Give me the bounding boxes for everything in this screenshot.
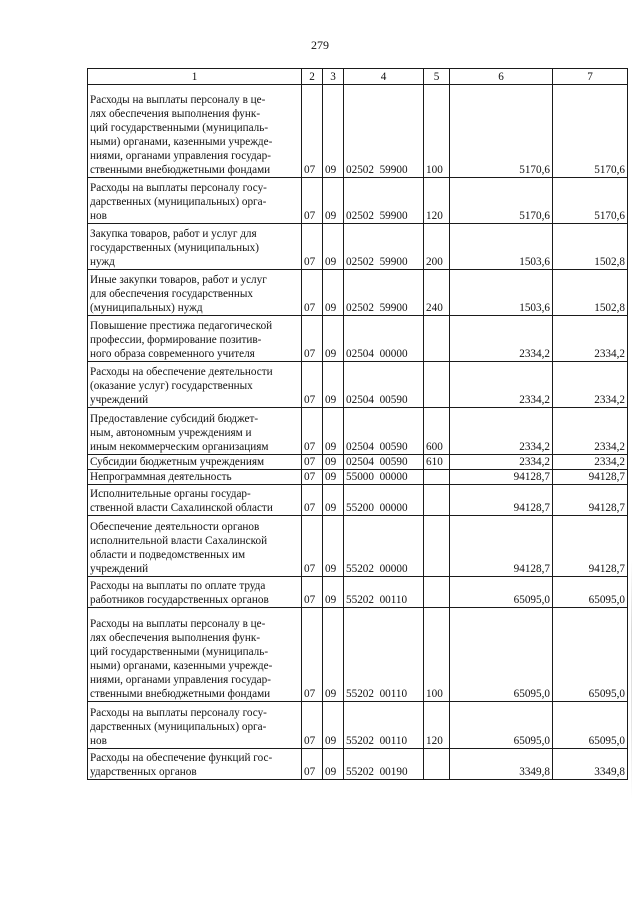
cell-amount-actual: 2334,2: [553, 408, 628, 455]
cell-name: Обеспечение деятельности органов исполнительной власти Сахалинской области и подведомственных им учреждений: [88, 516, 302, 577]
cell-amount-actual: 5170,6: [553, 85, 628, 178]
cell-amount-actual: 94128,7: [553, 516, 628, 577]
cell-section: 07: [302, 455, 323, 470]
cell-expense-type: [424, 470, 450, 485]
cell-amount-plan: 94128,7: [450, 470, 553, 485]
cell-section: 07: [302, 408, 323, 455]
cell-subsection: 09: [323, 702, 344, 749]
cell-amount-plan: 2334,2: [450, 316, 553, 362]
cell-target-item: 55000 00000: [344, 470, 424, 485]
cell-subsection: 09: [323, 749, 344, 780]
cell-name: Субсидии бюджетным учреждениям: [88, 455, 302, 470]
cell-amount-actual: 2334,2: [553, 455, 628, 470]
table-row: [88, 470, 628, 485]
cell-subsection: 09: [323, 470, 344, 485]
cell-target-item: 55202 00110: [344, 608, 424, 702]
cell-name: Повышение престижа педагогической профессии, формирование позитив- ного образа современного учителя: [88, 316, 302, 362]
cell-subsection: 09: [323, 408, 344, 455]
cell-target-item: 55202 00110: [344, 577, 424, 608]
table-row: [88, 362, 628, 408]
cell-amount-plan: 65095,0: [450, 608, 553, 702]
cell-amount-plan: 5170,6: [450, 178, 553, 224]
cell-amount-plan: 5170,6: [450, 85, 553, 178]
cell-amount-actual: 1502,8: [553, 270, 628, 316]
cell-section: 07: [302, 608, 323, 702]
cell-subsection: 09: [323, 516, 344, 577]
table-row: [88, 224, 628, 270]
table-row: [88, 485, 628, 516]
cell-target-item: 02504 00590: [344, 362, 424, 408]
cell-expense-type: [424, 362, 450, 408]
cell-subsection: 09: [323, 270, 344, 316]
cell-section: 07: [302, 577, 323, 608]
cell-expense-type: 120: [424, 178, 450, 224]
budget-table: [87, 68, 628, 780]
header-col-7: 7: [553, 69, 628, 85]
cell-expense-type: 200: [424, 224, 450, 270]
page-number: 279: [311, 38, 329, 52]
table-row: [88, 577, 628, 608]
cell-amount-plan: 1503,6: [450, 224, 553, 270]
cell-amount-actual: 5170,6: [553, 178, 628, 224]
cell-name: Расходы на обеспечение функций гос- ударственных органов: [88, 749, 302, 780]
cell-section: 07: [302, 362, 323, 408]
cell-subsection: 09: [323, 577, 344, 608]
cell-amount-plan: 94128,7: [450, 485, 553, 516]
cell-amount-plan: 94128,7: [450, 516, 553, 577]
cell-subsection: 09: [323, 224, 344, 270]
cell-target-item: 02502 59900: [344, 85, 424, 178]
cell-expense-type: [424, 316, 450, 362]
cell-amount-actual: 65095,0: [553, 577, 628, 608]
cell-amount-plan: 2334,2: [450, 362, 553, 408]
table-row: [88, 608, 628, 702]
cell-expense-type: 120: [424, 702, 450, 749]
cell-target-item: 55202 00000: [344, 516, 424, 577]
cell-section: 07: [302, 178, 323, 224]
cell-name: Расходы на выплаты по оплате труда работников государственных органов: [88, 577, 302, 608]
cell-expense-type: [424, 749, 450, 780]
table-body: [88, 85, 628, 780]
cell-section: 07: [302, 224, 323, 270]
cell-amount-actual: 1502,8: [553, 224, 628, 270]
cell-expense-type: 100: [424, 85, 450, 178]
header-row: [88, 69, 628, 85]
table-row: [88, 316, 628, 362]
cell-target-item: 02502 59900: [344, 178, 424, 224]
table-row: [88, 178, 628, 224]
cell-amount-actual: 94128,7: [553, 470, 628, 485]
cell-amount-plan: 65095,0: [450, 577, 553, 608]
table-row: [88, 455, 628, 470]
cell-target-item: 02502 59900: [344, 270, 424, 316]
cell-target-item: 02504 00000: [344, 316, 424, 362]
cell-name: Исполнительные органы государ- ственной власти Сахалинской области: [88, 485, 302, 516]
cell-name: Расходы на обеспечение деятельности (оказание услуг) государственных учреждений: [88, 362, 302, 408]
cell-subsection: 09: [323, 608, 344, 702]
cell-section: 07: [302, 485, 323, 516]
cell-expense-type: [424, 485, 450, 516]
table-row: [88, 270, 628, 316]
cell-amount-actual: 65095,0: [553, 702, 628, 749]
header-col-6: 6: [450, 69, 553, 85]
cell-expense-type: 100: [424, 608, 450, 702]
cell-amount-plan: 3349,8: [450, 749, 553, 780]
cell-amount-actual: 3349,8: [553, 749, 628, 780]
table-row: [88, 516, 628, 577]
cell-subsection: 09: [323, 485, 344, 516]
cell-name: Расходы на выплаты персоналу в це- лях обеспечения выполнения функ- ций государственными (муниципаль- ными) органами, казенными учрежде- ниями, органами управления государ- ственными внебюджетными фондами: [88, 608, 302, 702]
header-col-2: 2: [302, 69, 323, 85]
cell-section: 07: [302, 749, 323, 780]
scan-edge-mark: [631, 560, 632, 800]
cell-section: 07: [302, 316, 323, 362]
cell-subsection: 09: [323, 455, 344, 470]
table-row: [88, 408, 628, 455]
cell-subsection: 09: [323, 85, 344, 178]
table-row: [88, 85, 628, 178]
cell-name: Расходы на выплаты персоналу госу- дарственных (муниципальных) орга- нов: [88, 702, 302, 749]
cell-target-item: 55202 00190: [344, 749, 424, 780]
cell-target-item: 02504 00590: [344, 455, 424, 470]
cell-section: 07: [302, 270, 323, 316]
header-col-1: 1: [88, 69, 302, 85]
cell-section: 07: [302, 470, 323, 485]
cell-target-item: 55200 00000: [344, 485, 424, 516]
cell-amount-actual: 2334,2: [553, 316, 628, 362]
cell-expense-type: [424, 516, 450, 577]
cell-amount-actual: 65095,0: [553, 608, 628, 702]
cell-name: Непрограммная деятельность: [88, 470, 302, 485]
table-header: [88, 69, 628, 85]
cell-target-item: 02502 59900: [344, 224, 424, 270]
cell-section: 07: [302, 702, 323, 749]
cell-expense-type: 610: [424, 455, 450, 470]
cell-subsection: 09: [323, 178, 344, 224]
cell-amount-plan: 2334,2: [450, 408, 553, 455]
cell-amount-actual: 2334,2: [553, 362, 628, 408]
cell-name: Расходы на выплаты персоналу госу- дарственных (муниципальных) орга- нов: [88, 178, 302, 224]
cell-expense-type: 600: [424, 408, 450, 455]
cell-amount-actual: 94128,7: [553, 485, 628, 516]
header-col-5: 5: [424, 69, 450, 85]
cell-target-item: 02504 00590: [344, 408, 424, 455]
cell-amount-plan: 65095,0: [450, 702, 553, 749]
cell-expense-type: [424, 577, 450, 608]
cell-section: 07: [302, 85, 323, 178]
cell-name: Расходы на выплаты персоналу в це- лях обеспечения выполнения функ- ций государственными (муниципаль- ными) органами, казенными учрежде- ниями, органами управления государ- ственными внебюджетными фондами: [88, 85, 302, 178]
cell-name: Иные закупки товаров, работ и услуг для обеспечения государственных (муниципальных) нужд: [88, 270, 302, 316]
cell-name: Закупка товаров, работ и услуг для государственных (муниципальных) нужд: [88, 224, 302, 270]
cell-amount-plan: 1503,6: [450, 270, 553, 316]
cell-name: Предоставление субсидий бюджет- ным, автономным учреждениям и иным некоммерческим организациям: [88, 408, 302, 455]
cell-target-item: 55202 00110: [344, 702, 424, 749]
cell-expense-type: 240: [424, 270, 450, 316]
header-col-4: 4: [344, 69, 424, 85]
cell-subsection: 09: [323, 362, 344, 408]
cell-subsection: 09: [323, 316, 344, 362]
table-row: [88, 749, 628, 780]
cell-amount-plan: 2334,2: [450, 455, 553, 470]
table-row: [88, 702, 628, 749]
cell-section: 07: [302, 516, 323, 577]
header-col-3: 3: [323, 69, 344, 85]
